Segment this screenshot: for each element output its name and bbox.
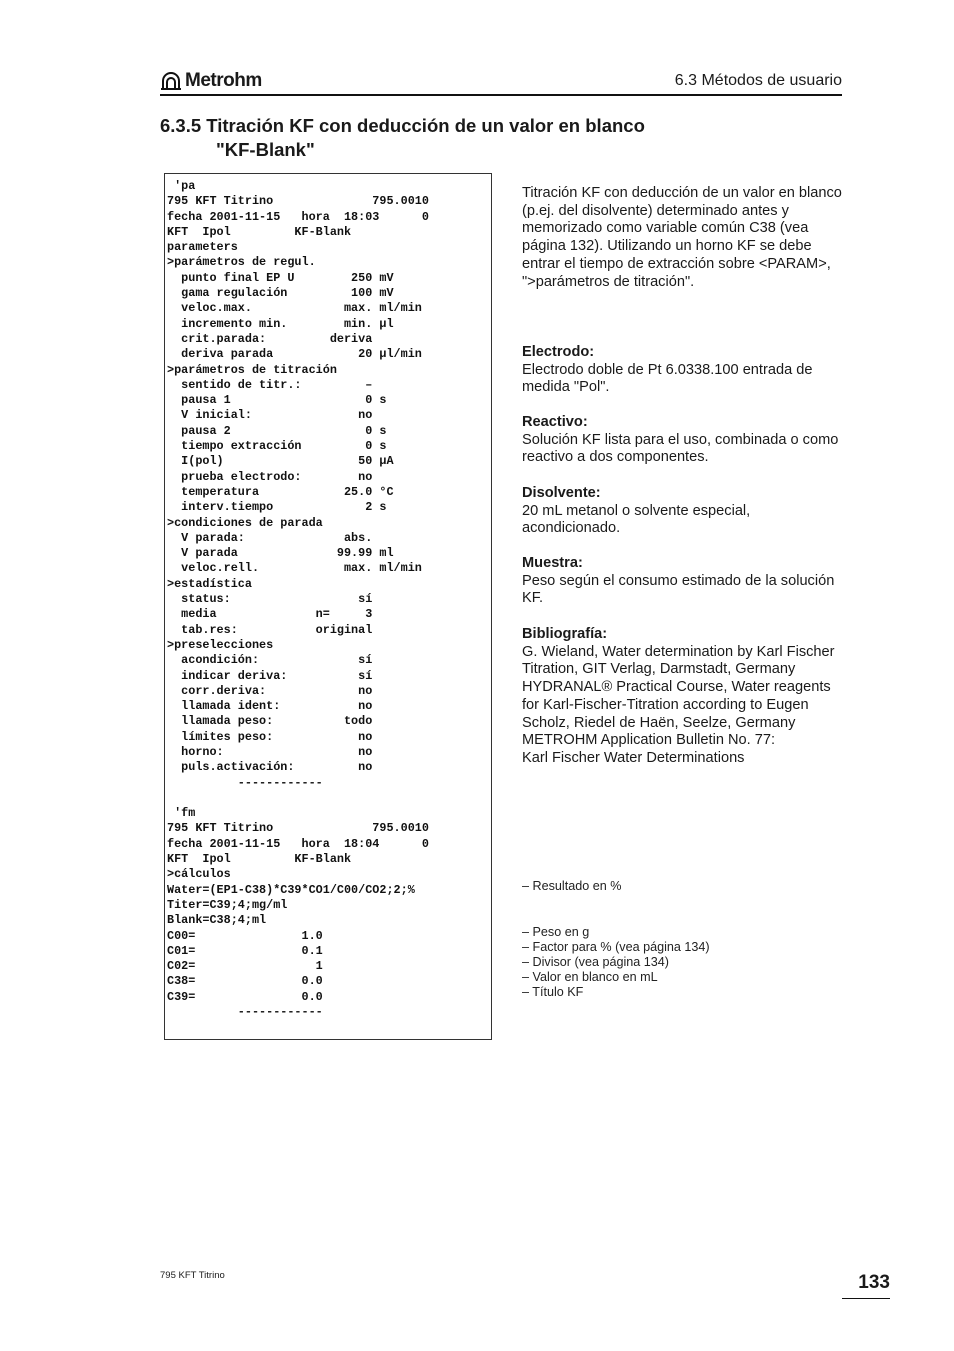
section-title-line1: 6.3.5 Titración KF con deducción de un valor en blanco	[160, 115, 645, 136]
listing-line: Water=(EP1-C38)*C39*CO1/C00/CO2;2;%	[167, 882, 415, 897]
disolvente-text: 20 mL metanol o solvente especial, acondicionado.	[522, 502, 751, 537]
listing-line: veloc.max. max. ml/min	[181, 301, 422, 316]
section-bibliografia	[522, 626, 842, 768]
listing-line: temperatura 25.0 °C	[181, 484, 394, 499]
listing-line: ------------	[237, 1005, 323, 1020]
listing-line: tiempo extracción 0 s	[181, 439, 387, 454]
section-title	[160, 114, 645, 162]
listing-line: V inicial: no	[181, 408, 373, 423]
listing-line: fecha 2001-11-15 hora 18:03 0	[167, 209, 429, 224]
note-item: – Título KF	[522, 985, 584, 999]
disolvente-heading: Disolvente:	[522, 485, 601, 501]
listing-line: gama regulación 100 mV	[181, 286, 394, 301]
listing-line: C39= 0.0	[167, 989, 323, 1004]
listing-line: pausa 1 0 s	[181, 393, 387, 408]
electrodo-heading: Electrodo:	[522, 344, 595, 360]
listing-line: C00= 1.0	[167, 928, 323, 943]
listing-line: ------------	[237, 775, 323, 790]
listing-line: KFT Ipol KF-Blank	[167, 852, 352, 867]
section-disolvente	[522, 485, 842, 538]
instrument-listing-box	[164, 173, 492, 1040]
listing-line: C38= 0.0	[167, 974, 323, 989]
metrohm-logo-icon	[160, 71, 182, 91]
electrodo-text: Electrodo doble de Pt 6.0338.100 entrada de medida "Pol".	[522, 361, 813, 396]
listing-line: 795 KFT Titrino 795.0010	[167, 194, 429, 209]
listing-line: indicar deriva: sí	[181, 668, 373, 683]
footer-product: 795 KFT Titrino	[160, 1270, 225, 1281]
listing-line: KFT Ipol KF-Blank	[167, 224, 352, 239]
listing-line: V parada 99.99 ml	[181, 546, 394, 561]
listing-line: Blank=C38;4;ml	[167, 913, 267, 928]
listing-line: horno: no	[181, 744, 373, 759]
note-item: – Factor para % (vea página 134)	[522, 940, 710, 954]
listing-line: Titer=C39;4;mg/ml	[167, 897, 288, 912]
note-item: – Valor en blanco en mL	[522, 970, 658, 984]
section-title-line2: "KF-Blank"	[216, 139, 315, 160]
listing-line: status: sí	[181, 592, 373, 607]
note-result: – Resultado en %	[522, 879, 622, 893]
brand-logo	[160, 70, 262, 92]
instrument-listing	[167, 179, 429, 1020]
page-header	[160, 64, 842, 96]
method-description	[522, 185, 842, 291]
intro-text: Titración KF con deducción de un valor en blanco (p.ej. del disolvente) determinado antes y memorizado como variable común C38 (vea página 132). Utilizando un horno KF se debe entrar el tiempo de extracción sobre <PARAM>, ">parámetros de titración".	[522, 185, 842, 290]
listing-line: V parada: abs.	[181, 530, 373, 545]
listing-line: 795 KFT Titrino 795.0010	[167, 821, 429, 836]
listing-line: >estadística	[167, 576, 252, 591]
section-reactivo	[522, 414, 842, 467]
variable-notes	[522, 925, 710, 1000]
listing-line: I(pol) 50 µA	[181, 454, 394, 469]
brand-name: Metrohm	[185, 70, 262, 91]
listing-line: deriva parada 20 µl/min	[181, 347, 422, 362]
listing-line: 'pa	[174, 179, 196, 193]
listing-line: corr.deriva: no	[181, 683, 373, 698]
muestra-heading: Muestra:	[522, 555, 583, 571]
listing-line: pausa 2 0 s	[181, 423, 387, 438]
listing-line: >preselecciones	[167, 637, 274, 652]
listing-line: veloc.rell. max. ml/min	[181, 561, 422, 576]
listing-line: tab.res: original	[181, 622, 373, 637]
listing-line: parameters	[167, 240, 238, 255]
listing-line: 'fm	[174, 806, 196, 821]
reactivo-heading: Reactivo:	[522, 414, 588, 430]
page-number: 133	[842, 1272, 890, 1299]
note-item: – Divisor (vea página 134)	[522, 955, 670, 969]
listing-line: punto final EP U 250 mV	[181, 270, 394, 285]
listing-line: >parámetros de titración	[167, 362, 337, 377]
bibliografia-heading: Bibliografía:	[522, 626, 608, 642]
listing-line: fecha 2001-11-15 hora 18:04 0	[167, 836, 429, 851]
listing-line: llamada ident: no	[181, 699, 373, 714]
note-item: – Peso en g	[522, 925, 590, 939]
listing-line: acondición: sí	[181, 653, 373, 668]
listing-line: sentido de titr.: –	[181, 377, 373, 392]
listing-line: prueba electrodo: no	[181, 469, 373, 484]
listing-line: C01= 0.1	[167, 943, 323, 958]
muestra-text: Peso según el consumo estimado de la solución KF.	[522, 572, 835, 607]
listing-line: crit.parada: deriva	[181, 331, 373, 346]
listing-line: C02= 1	[167, 959, 323, 974]
listing-line: >parámetros de regul.	[167, 255, 316, 270]
listing-line: puls.activación: no	[181, 760, 373, 775]
listing-line: >cálculos	[167, 867, 231, 882]
reactivo-text: Solución KF lista para el uso, combinada o como reactivo a dos componentes.	[522, 431, 839, 466]
listing-line: límites peso: no	[181, 729, 373, 744]
section-muestra	[522, 555, 842, 608]
section-electrodo	[522, 344, 842, 397]
listing-line: >condiciones de parada	[167, 515, 323, 530]
listing-line: interv.tiempo 2 s	[181, 500, 387, 515]
section-label: 6.3 Métodos de usuario	[674, 72, 842, 89]
listing-line: media n= 3	[181, 607, 373, 622]
listing-line: incremento min. min. µl	[181, 316, 394, 331]
listing-line: llamada peso: todo	[181, 714, 373, 729]
bibliografia-text: G. Wieland, Water determination by Karl Fischer Titration, GIT Verlag, Darmstadt, Germany HYDRANAL® Practical Course, Water reagents for Karl-Fischer-Titration according to Eugen Scholz, Riedel de Haën, Seelze, Germany METROHM Application Bulletin No. 77: Karl Fischer Water Determinations	[522, 643, 835, 766]
